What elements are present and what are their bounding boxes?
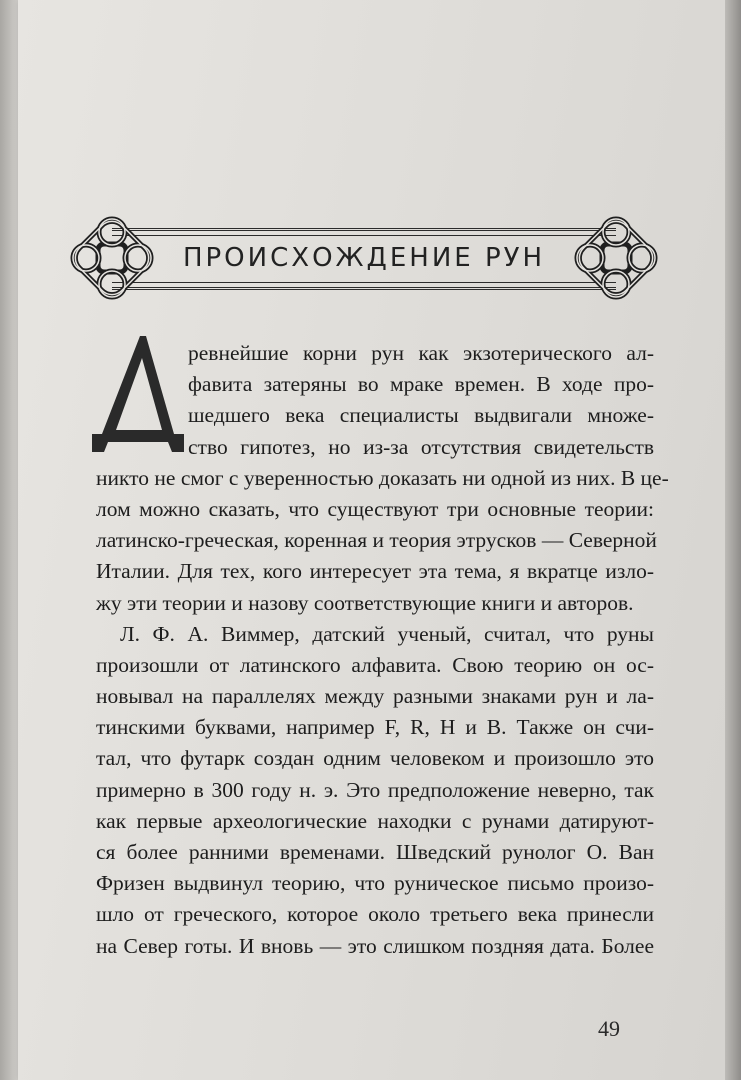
- text-line: шло от греческого, которое около третьего века принесли: [96, 902, 654, 927]
- text-line: никто не смог с уверенностью доказать ни одной из них. В це-: [96, 465, 669, 490]
- text-line: ся более ранними временами. Шведский рунолог О. Ван: [96, 840, 654, 864]
- chapter-title: ПРОИСХОЖДЕНИЕ РУН: [182, 243, 546, 273]
- body-text: [96, 338, 669, 962]
- page-number: 49: [598, 1016, 620, 1041]
- chapter-banner: [64, 210, 664, 306]
- text-line: жу эти теории и назову соответствующие книги и авторов.: [96, 590, 634, 615]
- text-line: произошли от латинского алфавита. Свою теорию он ос-: [96, 652, 654, 677]
- text-line: шедшего века специалисты выдвигали множе-: [188, 403, 654, 428]
- text-line: как первые археологические находки с рунами датируют-: [96, 808, 654, 833]
- text-line: лом можно сказать, что существуют три основные теории:: [96, 496, 654, 521]
- page-edge: [725, 0, 741, 1080]
- text-line: фавита затеряны во мраке времен. В ходе про-: [188, 372, 654, 397]
- text-line: новывал на параллелях между разными знаками рун и ла-: [96, 684, 654, 709]
- text-line: примерно в 300 году н. э. Это предположение неверно, так: [96, 777, 654, 802]
- text-line: Л. Ф. А. Виммер, датский ученый, считал, что руны: [120, 621, 654, 646]
- text-line: латинско-греческая, коренная и теория этрусков — Северной: [96, 528, 657, 553]
- celtic-knot-icon: [568, 210, 664, 306]
- text-line: на Север готы. И вновь — это слишком поздняя дата. Более: [96, 933, 654, 958]
- celtic-knot-icon: [64, 210, 160, 306]
- text-line: ство гипотез, но из-за отсутствия свидетельств: [188, 434, 654, 459]
- drop-cap-letter: Д: [88, 330, 89, 331]
- text-line: Италии. Для тех, кого интересует эта тема, я вкратце изло-: [96, 559, 654, 584]
- text-line: ревнейшие корни рун как экзотерического ал-: [188, 341, 654, 365]
- text-line: тал, что футарк создан одним человеком и произошло это: [96, 746, 654, 771]
- text-line: тинскими буквами, например F, R, H и B. Также он счи-: [96, 715, 654, 740]
- text-line: Фризен выдвинул теорию, что руническое письмо произо-: [96, 871, 654, 896]
